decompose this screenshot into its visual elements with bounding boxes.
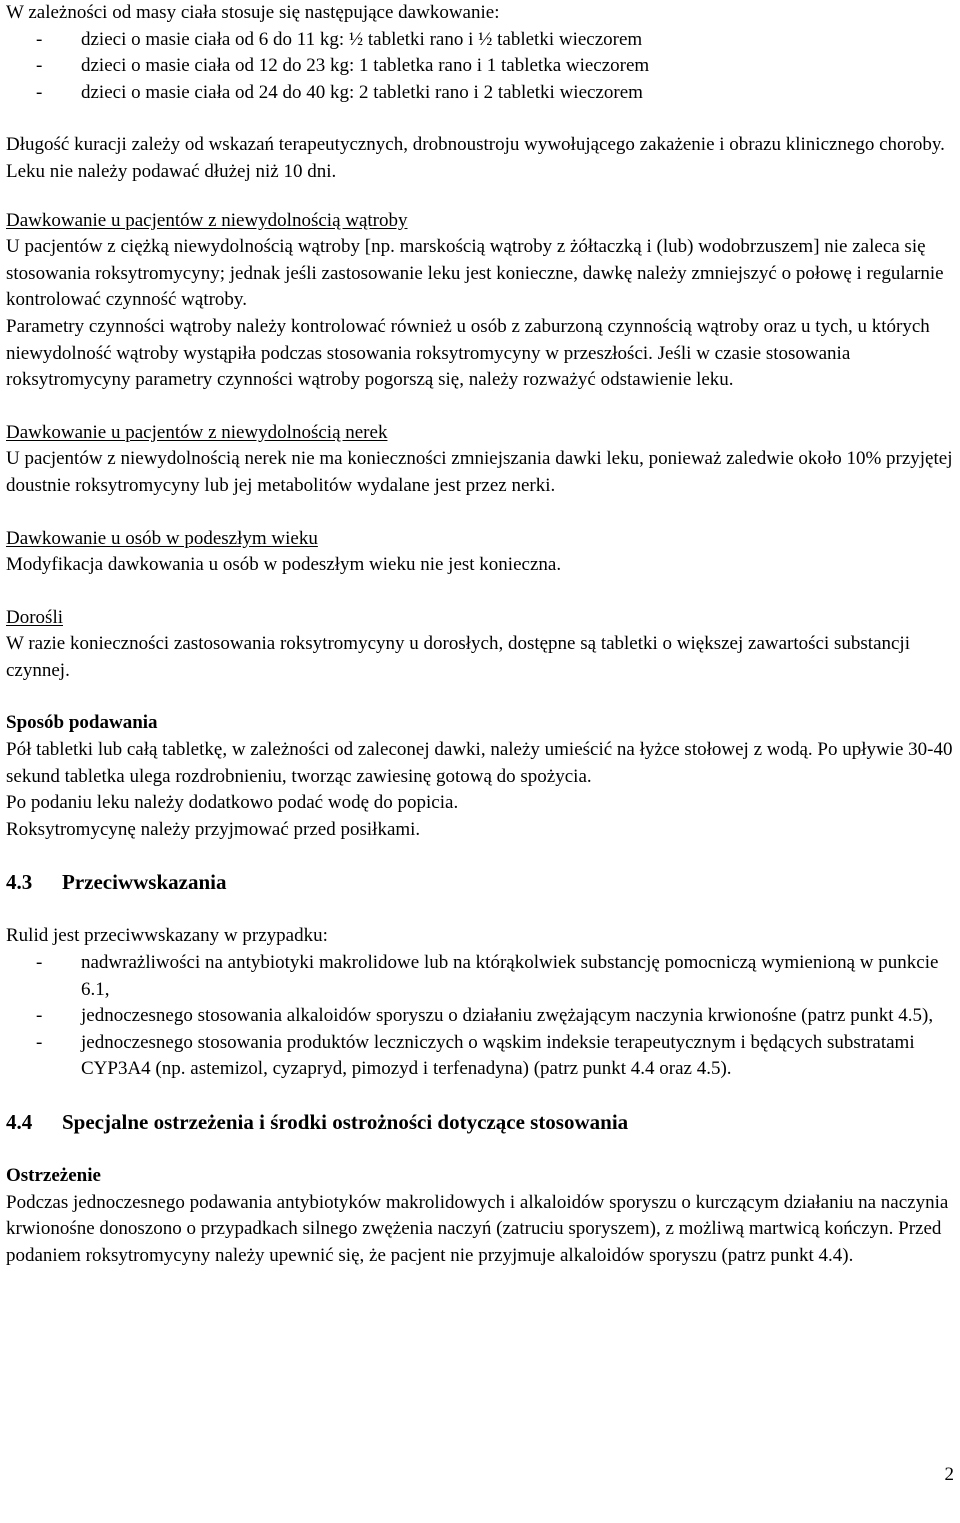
elderly-heading: Dawkowanie u osób w podeszłym wieku [6,527,318,549]
list-item: - dzieci o masie ciała od 6 do 11 kg: ½ tabletki rano i ½ tabletki wieczorem [6,27,954,54]
section-number: 4.3 [6,870,33,895]
list-item: - jednoczesnego stosowania produktów leczniczych o wąskim indeksie terapeutycznym i będących substratami CYP3A4 (np. astemizol, cyzapryd, pimozyd i terfenadyna) (patrz punkt 4.4 oraz 4.5). [6,1030,954,1083]
list-dash: - [36,1005,43,1027]
section-title: Przeciwwskazania [62,870,227,895]
page-number: 2 [944,1464,954,1485]
list-dash: - [36,81,43,103]
warning-heading: Ostrzeżenie [6,1165,101,1186]
administration-heading: Sposób podawania [6,712,158,734]
contraindications-intro: Rulid jest przeciwwskazany w przypadku: [6,925,328,947]
list-item: - jednoczesnego stosowania alkaloidów sporyszu o działaniu zwężającym naczynia krwionośne (patrz punkt 4.5), [6,1003,954,1030]
liver-paragraph-1: U pacjentów z ciężką niewydolnością wątroby [np. marskością wątroby z żółtaczką i (lub) wodobrzuszem] nie zaleca się stosowania roksytromycyny; jednak jeśli zastosowanie leku jest konieczne, dawkę należy zmniejszyć o połowę i regularnie kontrolować czynność wątroby. [6,236,944,311]
list-dash: - [36,28,43,50]
section-4-4-heading [6,1107,954,1137]
list-item: - dzieci o masie ciała od 24 do 40 kg: 2 tabletki rano i 2 tabletki wieczorem [6,80,954,107]
liver-paragraph-2: Parametry czynności wątroby należy kontrolować również u osób z zaburzoną czynnością wątroby oraz u tych, u których niewydolność wątroby wystąpiła podczas stosowania roksytromycyny w przeszłości. Jeśli w czasie stosowania roksytromycyny parametry czynności wątroby pogorszą się, należy rozważyć odstawienie leku. [6,315,930,391]
adults-heading: Dorośli [6,606,63,628]
warning-paragraph: Podczas jednoczesnego podawania antybiotyków makrolidowych i alkaloidów sporyszu o kurczącym działaniu na naczynia krwionośne donoszono o przypadkach silnego zwężenia naczyń (zatruciu sporyszem), z możliwą martwicą kończyn. Przed podaniem roksytromycyny należy upewnić się, że pacjent nie przyjmuje alkaloidów sporyszu (patrz punkt 4.4). [6,1191,949,1266]
list-item: - dzieci o masie ciała od 12 do 23 kg: 1 tabletka rano i 1 tabletka wieczorem [6,53,954,80]
administration-paragraph-3: Roksytromycynę należy przyjmować przed posiłkami. [6,818,421,840]
administration-paragraph-1: Pół tabletki lub całą tabletkę, w zależności od zaleconej dawki, należy umieścić na łyżce stołowej z wodą. Po upływie 30-40 sekund tabletka ulega rozdrobnieniu, tworząc zawiesinę gotową do spożycia. [6,739,953,787]
dosing-intro: W zależności od masy ciała stosuje się następujące dawkowanie: [6,2,500,23]
section-title: Specjalne ostrzeżenia i środki ostrożności dotyczące stosowania [62,1110,629,1134]
liver-heading: Dawkowanie u pacjentów z niewydolnością wątroby [6,209,408,231]
list-item: - nadwrażliwości na antybiotyki makrolidowe lub na którąkolwiek substancję pomocniczą wymienioną w punkcie 6.1, [6,950,954,1003]
section-4-3-heading [6,867,954,897]
section-number: 4.4 [6,1110,33,1134]
document-page [6,0,954,1269]
contraindications-list [6,950,954,1083]
list-dash: - [36,55,43,77]
dosing-list [6,27,954,107]
duration-paragraph: Długość kuracji zależy od wskazań terapeutycznych, drobnoustroju wywołującego zakażenie i obrazu klinicznego choroby. Leku nie należy podawać dłużej niż 10 dni. [6,134,945,182]
list-dash: - [36,1031,43,1053]
elderly-paragraph: Modyfikacja dawkowania u osób w podeszłym wieku nie jest konieczna. [6,554,562,576]
administration-paragraph-2: Po podaniu leku należy dodatkowo podać wodę do popicia. [6,792,459,814]
kidney-heading: Dawkowanie u pacjentów z niewydolnością nerek [6,421,388,443]
adults-paragraph: W razie konieczności zastosowania roksytromycyny u dorosłych, dostępne są tabletki o większej zawartości substancji czynnej. [6,633,910,681]
list-dash: - [36,952,43,974]
kidney-paragraph: U pacjentów z niewydolnością nerek nie ma konieczności zmniejszania dawki leku, ponieważ zaledwie około 10% przyjętej doustnie roksytromycyny lub jej metabolitów wydalane jest przez nerki. [6,448,953,496]
